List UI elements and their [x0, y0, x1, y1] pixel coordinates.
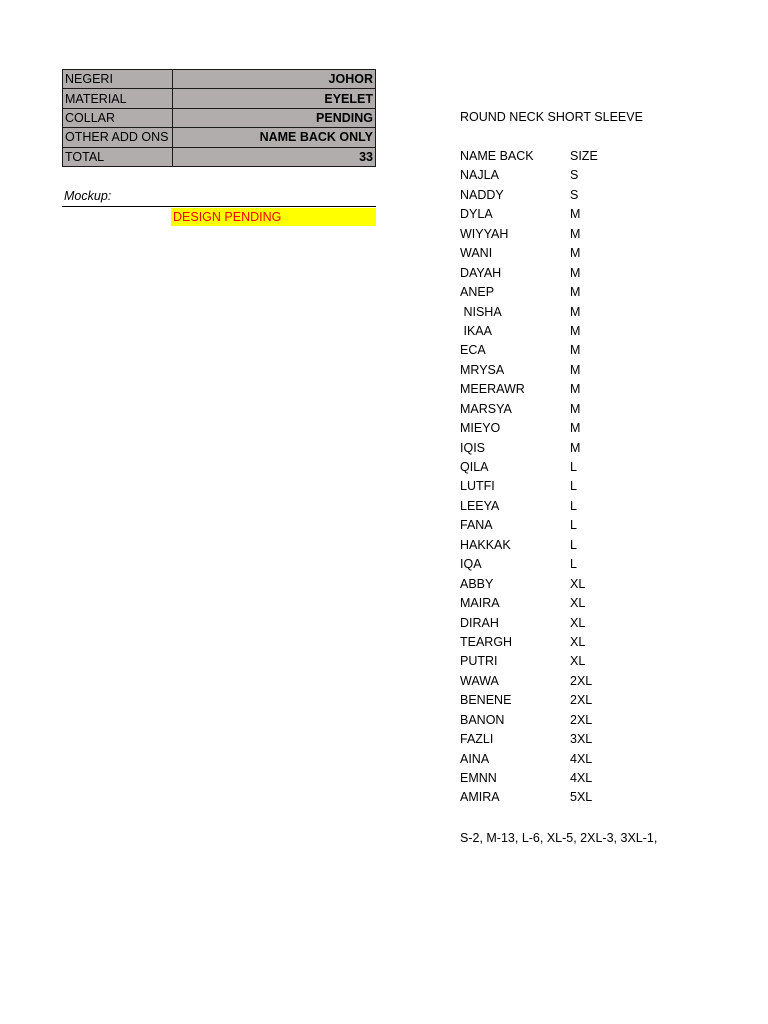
column-header-size: SIZE: [570, 149, 598, 163]
roster-row: [460, 614, 630, 633]
roster-row: [460, 322, 630, 341]
roster-name: MARSYA: [460, 401, 512, 416]
roster-name: IKAA: [460, 323, 492, 338]
roster-size: 4XL: [570, 751, 593, 766]
roster-row: [460, 361, 630, 380]
roster-name: PUTRI: [460, 654, 498, 669]
size-summary: S-2, M-13, L-6, XL-5, 2XL-3, 3XL-1,: [460, 831, 658, 845]
roster-header-row: [460, 147, 630, 166]
order-info-table: [62, 69, 376, 167]
roster-row: [460, 186, 630, 205]
roster-size: M: [570, 304, 581, 319]
roster-name: FANA: [460, 518, 493, 533]
roster-row: [460, 788, 630, 807]
roster-size: M: [570, 362, 581, 377]
roster-size: M: [570, 421, 581, 436]
roster-name: ABBY: [460, 576, 494, 591]
roster-row: [460, 691, 630, 710]
roster-row: [460, 205, 630, 224]
roster-row: [460, 380, 630, 399]
roster-name: MAIRA: [460, 596, 500, 611]
roster-size: S: [570, 187, 579, 202]
roster-name: DIRAH: [460, 615, 499, 630]
roster-row: [460, 439, 630, 458]
roster-name: FAZLI: [460, 732, 494, 747]
roster-row: [460, 730, 630, 749]
roster-name: WANI: [460, 246, 493, 261]
roster-size: 2XL: [570, 673, 593, 688]
roster-row: [460, 477, 630, 496]
order-info-value: 33: [173, 147, 376, 166]
order-info-row: [63, 128, 376, 147]
roster-name: DAYAH: [460, 265, 502, 280]
mockup-label: Mockup:: [64, 189, 112, 203]
roster-row: [460, 264, 630, 283]
roster-row: [460, 750, 630, 769]
roster-name: AINA: [460, 751, 490, 766]
roster-name: NISHA: [460, 304, 502, 319]
order-info-value: EYELET: [173, 89, 376, 108]
order-info-label: OTHER ADD ONS: [63, 128, 173, 147]
roster-name: EMNN: [460, 771, 497, 785]
roster-name: WIYYAH: [460, 226, 509, 241]
roster-name: AMIRA: [460, 790, 500, 805]
roster-row: [460, 225, 630, 244]
roster-size: M: [570, 265, 581, 280]
roster-size: L: [570, 498, 577, 513]
roster-name: LEEYA: [460, 498, 500, 513]
roster-row: [460, 400, 630, 419]
column-header-name: NAME BACK: [460, 149, 534, 163]
roster-row: [460, 575, 630, 594]
order-info-value: NAME BACK ONLY: [173, 128, 376, 147]
roster-name: IQIS: [460, 440, 486, 455]
roster-size: M: [570, 440, 581, 455]
roster-name: WAWA: [460, 673, 499, 688]
roster-size: XL: [570, 596, 586, 611]
roster-row: [460, 536, 630, 555]
roster-size: 2XL: [570, 712, 593, 727]
roster-row: [460, 497, 630, 516]
roster-size: M: [570, 401, 581, 416]
product-title: ROUND NECK SHORT SLEEVE: [460, 110, 643, 124]
roster-name: MIEYO: [460, 421, 501, 436]
order-info-body: [63, 70, 376, 167]
order-info-row: [63, 147, 376, 166]
roster-size: S: [570, 168, 579, 183]
design-status-cell: DESIGN PENDING: [171, 208, 376, 226]
roster-name: ANEP: [460, 285, 495, 300]
roster-size: M: [570, 207, 581, 222]
roster-row: [460, 458, 630, 477]
roster-size: 5XL: [570, 790, 593, 805]
mockup-divider: [62, 206, 376, 207]
roster-row: [460, 711, 630, 730]
roster-name: IQA: [460, 557, 482, 572]
roster-size: L: [570, 460, 577, 474]
roster-size: L: [570, 479, 577, 494]
roster-size: XL: [570, 615, 586, 630]
roster-name: MRYSA: [460, 362, 505, 377]
roster-row: [460, 594, 630, 613]
roster-row: [460, 633, 630, 652]
roster-size: M: [570, 382, 581, 397]
order-info-label: NEGERI: [63, 70, 173, 89]
roster-size: M: [570, 246, 581, 261]
roster-row: [460, 419, 630, 438]
order-info-label: COLLAR: [63, 108, 173, 127]
roster-size: L: [570, 557, 577, 572]
roster-row: [460, 283, 630, 302]
roster-size: L: [570, 537, 577, 552]
roster-name: DYLA: [460, 207, 493, 222]
roster-size: L: [570, 518, 577, 533]
roster-size: M: [570, 343, 581, 358]
roster-row: [460, 555, 630, 574]
roster-row: [460, 516, 630, 535]
roster-row: [460, 303, 630, 322]
order-info-value: JOHOR: [173, 70, 376, 89]
roster-name: TEARGH: [460, 634, 513, 649]
roster-size: XL: [570, 576, 586, 591]
roster-name: NAJLA: [460, 168, 499, 183]
order-info-row: [63, 89, 376, 108]
roster-row: [460, 672, 630, 691]
roster-row: [460, 166, 630, 185]
roster-size: M: [570, 323, 581, 338]
roster-size: 2XL: [570, 693, 593, 708]
roster-name: MEERAWR: [460, 382, 525, 397]
order-info-value: PENDING: [173, 108, 376, 127]
order-info-label: MATERIAL: [63, 89, 173, 108]
order-info-row: [63, 70, 376, 89]
roster-name: LUTFI: [460, 479, 495, 494]
roster-row: [460, 652, 630, 671]
roster-size: M: [570, 285, 581, 300]
roster-size: XL: [570, 654, 586, 669]
roster-size: XL: [570, 634, 586, 649]
roster-name: NADDY: [460, 187, 504, 202]
roster-row: [460, 341, 630, 360]
order-info-label: TOTAL: [63, 147, 173, 166]
roster-size: 4XL: [570, 771, 593, 785]
roster-name: QILA: [460, 460, 489, 474]
roster-row: [460, 244, 630, 263]
roster-size: 3XL: [570, 732, 593, 747]
order-info-row: [63, 108, 376, 127]
roster-size: M: [570, 226, 581, 241]
name-roster: [460, 147, 630, 808]
roster-name: BANON: [460, 712, 505, 727]
roster-name: HAKKAK: [460, 537, 511, 552]
roster-row: [460, 769, 630, 788]
roster-name: BENENE: [460, 693, 512, 708]
roster-name: ECA: [460, 343, 486, 358]
